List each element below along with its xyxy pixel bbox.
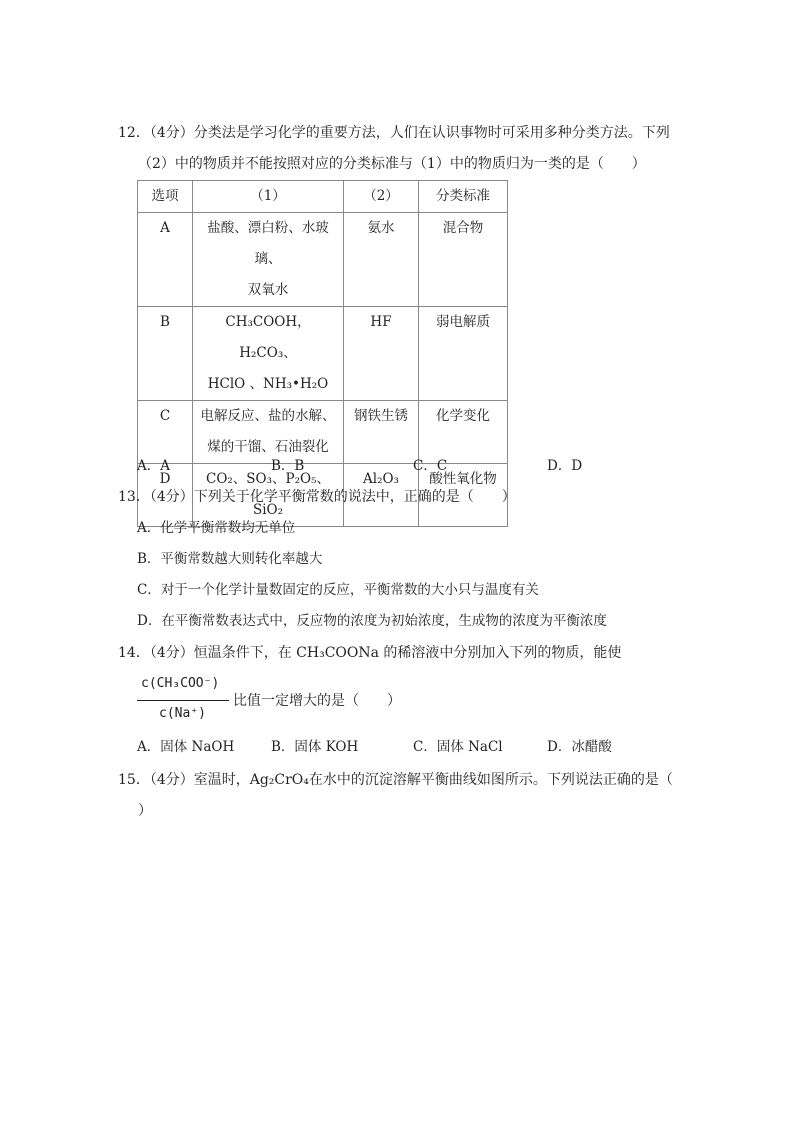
question-13-option-a: A．化学平衡常数均无单位	[137, 520, 296, 536]
row-col-2: 钢铁生锈	[344, 401, 419, 464]
fraction-bar	[137, 700, 229, 701]
fraction-numerator: c(CH₃COO⁻)	[141, 676, 220, 691]
row-col-1	[193, 213, 344, 307]
question-13-option-c: C．对于一个化学计量数固定的反应，平衡常数的大小只与温度有关	[137, 582, 539, 598]
question-15-line-1: 15．（4分）室温时，Ag₂CrO₄在水中的沉淀溶解平衡曲线如图所示。下列说法正确的是（	[118, 772, 673, 788]
row-option: A	[138, 213, 193, 307]
row-col-2: HF	[344, 307, 419, 401]
row-criterion: 弱电解质	[419, 307, 508, 401]
row-col-1-line-1: 电解反应、盐的水解、	[200, 408, 336, 424]
option-a: A．固体 NaOH	[137, 739, 235, 755]
question-14-options	[137, 732, 697, 763]
question-13-option-b: B．平衡常数越大则转化率越大	[137, 551, 323, 567]
option-c: C．C	[413, 458, 448, 474]
row-criterion: 混合物	[419, 213, 508, 307]
row-criterion: 酸性氧化物	[419, 464, 508, 527]
row-option: C	[138, 401, 193, 464]
question-14-tail: 比值一定增大的是（ ）	[233, 693, 401, 709]
question-15-line-2: ）	[138, 803, 152, 819]
question-13-option-d: D．在平衡常数表达式中，反应物的浓度为初始浓度，生成物的浓度为平衡浓度	[137, 613, 607, 629]
row-col-1-line-2: HClO 、NH₃•H₂O	[207, 376, 329, 392]
question-14-stem: 14．（4分）恒温条件下，在 CH₃COONa 的稀溶液中分别加入下列的物质，能使	[118, 645, 622, 661]
header-col-2: （2）	[344, 181, 419, 213]
row-col-1-line-1: CO₂、SO₃、P₂O₅、SiO₂	[205, 471, 330, 518]
row-col-1-line-2: 煤的干馏、石油裂化	[207, 439, 329, 455]
header-criterion: 分类标准	[419, 181, 508, 213]
table-header-row	[138, 181, 508, 213]
row-col-1-line-2: 双氧水	[247, 282, 289, 298]
option-c: C．固体 NaCl	[413, 739, 503, 755]
fraction-denominator: c(Na⁺)	[159, 706, 206, 721]
option-b: B．B	[271, 458, 305, 474]
question-12-line-2: （2）中的物质并不能按照对应的分类标准与（1）中的物质归为一类的是（ ）	[138, 156, 646, 172]
option-b: B．固体 KOH	[271, 739, 359, 755]
row-col-1-line-1: 盐酸、漂白粉、水玻璃、	[207, 220, 329, 267]
option-d: D．冰醋酸	[547, 739, 612, 755]
header-option: 选项	[138, 181, 193, 213]
row-col-1	[193, 307, 344, 401]
row-col-2: Al₂O₃	[344, 464, 419, 527]
table-row	[138, 307, 508, 401]
table-row	[138, 213, 508, 307]
row-option: D	[138, 464, 193, 527]
row-col-1-line-1: CH₃COOH，H₂CO₃、	[225, 314, 311, 361]
option-d: D．D	[547, 458, 583, 474]
header-col-1: （1）	[193, 181, 344, 213]
row-criterion: 化学变化	[419, 401, 508, 464]
question-12-line-1: 12．（4分）分类法是学习化学的重要方法，人们在认识事物时可采用多种分类方法。下列	[118, 125, 670, 141]
row-col-2: 氨水	[344, 213, 419, 307]
row-option: B	[138, 307, 193, 401]
question-15-stem	[118, 765, 678, 827]
question-13-stem: 13．（4分）下列关于化学平衡常数的说法中，正确的是（ ）	[118, 489, 516, 505]
question-12-stem	[118, 118, 678, 180]
option-a: A．A	[137, 458, 170, 474]
question-12-options	[137, 451, 697, 482]
